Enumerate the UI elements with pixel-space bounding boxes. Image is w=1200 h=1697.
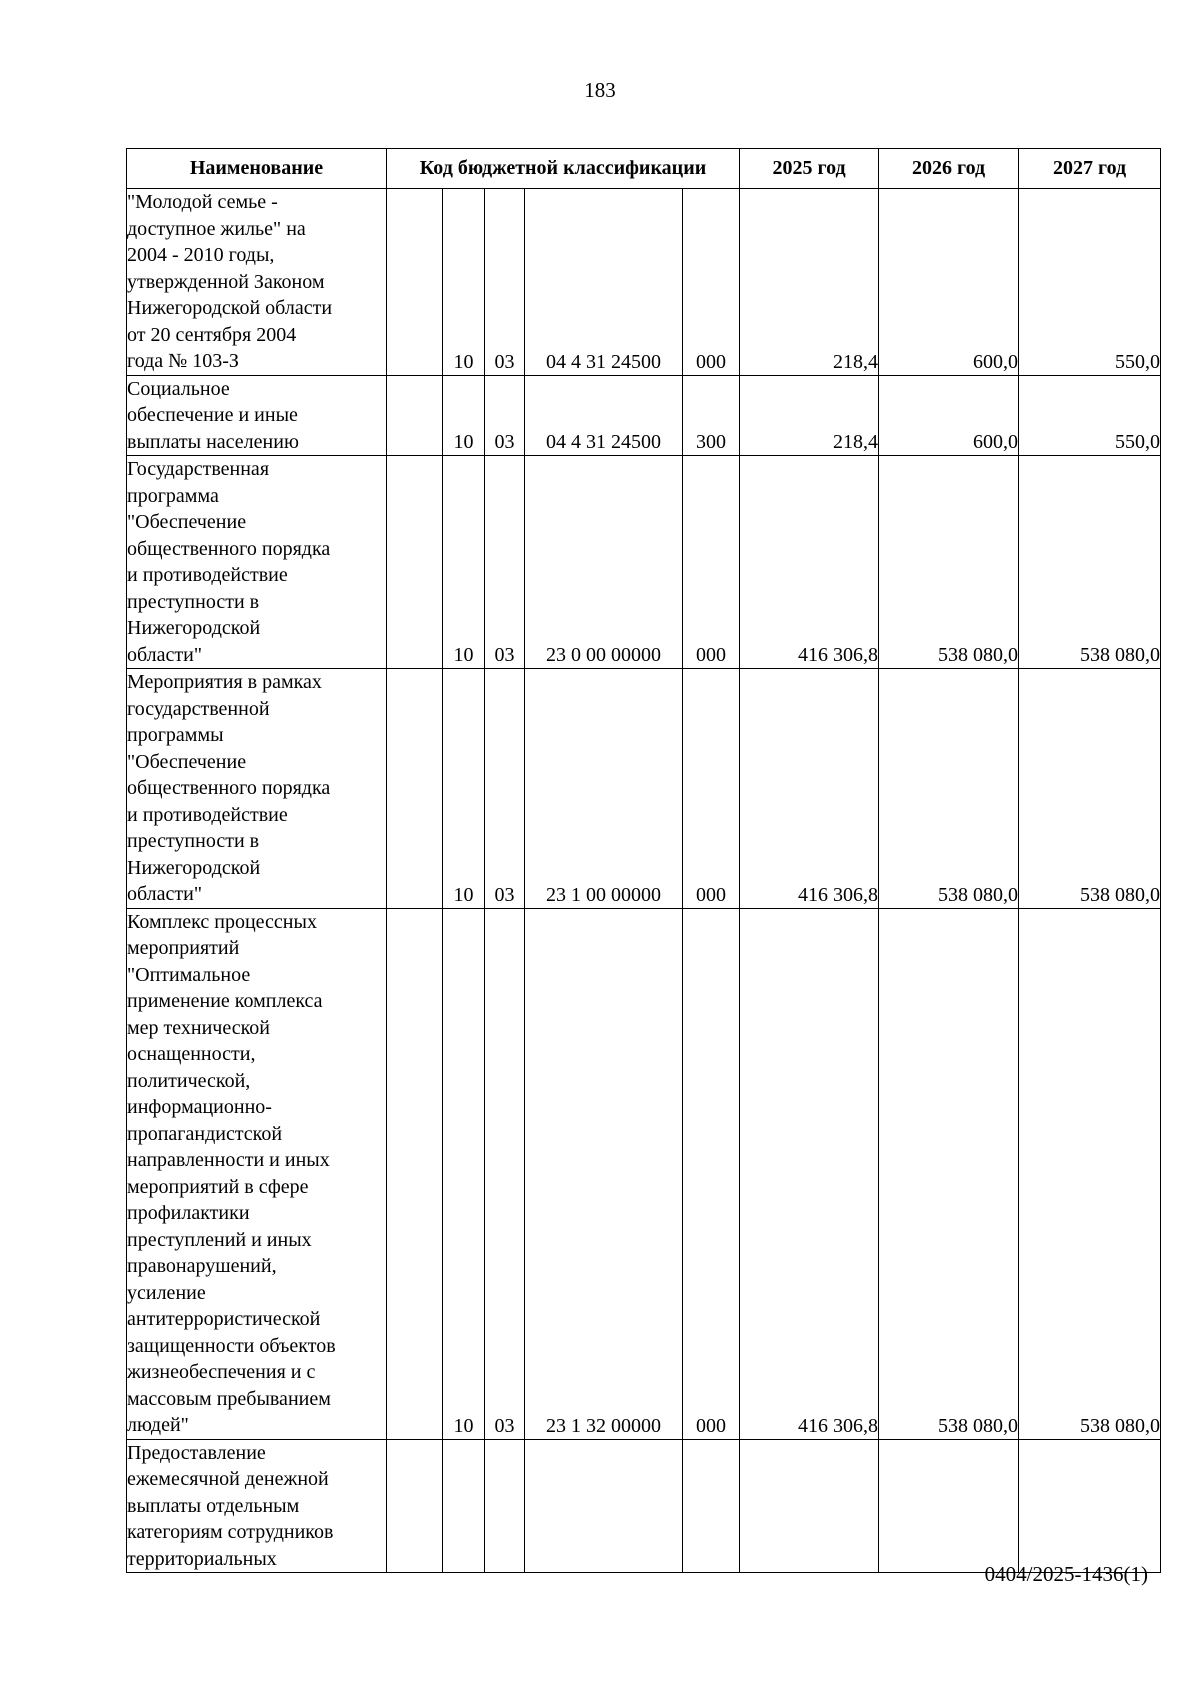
expense-type-code: 000 bbox=[683, 669, 740, 909]
value-2026: 538 080,0 bbox=[879, 669, 1019, 909]
value-2027 bbox=[1019, 1439, 1161, 1573]
page-number: 183 bbox=[584, 78, 616, 102]
target-code: 23 1 00 00000 bbox=[525, 669, 683, 909]
value-2027: 538 080,0 bbox=[1019, 908, 1161, 1439]
header-2025: 2025 год bbox=[740, 149, 879, 189]
expense-type-code: 000 bbox=[683, 189, 740, 376]
section-code: 10 bbox=[443, 908, 485, 1439]
value-2027: 550,0 bbox=[1019, 375, 1161, 456]
subsection-code: 03 bbox=[485, 908, 525, 1439]
subsection-code: 03 bbox=[485, 456, 525, 669]
row-name: Мероприятия в рамках государственной программы "Обеспечение общественного порядка и противодействие преступности в Нижегородской области" bbox=[127, 669, 387, 909]
section-code: 10 bbox=[443, 189, 485, 376]
value-2025: 416 306,8 bbox=[740, 669, 879, 909]
expense-type-code: 300 bbox=[683, 375, 740, 456]
code-blank-cell bbox=[387, 456, 443, 669]
code-blank-cell bbox=[387, 669, 443, 909]
header-name: Наименование bbox=[127, 149, 387, 189]
value-2025: 218,4 bbox=[740, 375, 879, 456]
subsection-code bbox=[485, 1439, 525, 1573]
value-2025: 416 306,8 bbox=[740, 908, 879, 1439]
section-code: 10 bbox=[443, 375, 485, 456]
subsection-code: 03 bbox=[485, 669, 525, 909]
header-code: Код бюджетной классификации bbox=[387, 149, 740, 189]
value-2026 bbox=[879, 1439, 1019, 1573]
target-code: 04 4 31 24500 bbox=[525, 375, 683, 456]
code-blank-cell bbox=[387, 375, 443, 456]
row-name: Государственная программа "Обеспечение общественного порядка и противодействие преступности в Нижегородской области" bbox=[127, 456, 387, 669]
row-name: "Молодой семье - доступное жилье" на 2004 - 2010 годы, утвержденной Законом Нижегородской области от 20 сентября 2004 года № 103-З bbox=[127, 189, 387, 376]
subsection-code: 03 bbox=[485, 189, 525, 376]
table-row bbox=[127, 1439, 1161, 1573]
value-2026: 538 080,0 bbox=[879, 908, 1019, 1439]
header-row bbox=[127, 149, 1161, 189]
subsection-code: 03 bbox=[485, 375, 525, 456]
header-2026: 2026 год bbox=[879, 149, 1019, 189]
table-row bbox=[127, 669, 1161, 909]
row-name: Предоставление ежемесячной денежной выплаты отдельным категориям сотрудников территориальных bbox=[127, 1439, 387, 1573]
code-blank-cell bbox=[387, 189, 443, 376]
target-code: 23 1 32 00000 bbox=[525, 908, 683, 1439]
section-code: 10 bbox=[443, 669, 485, 909]
row-name: Социальное обеспечение и иные выплаты населению bbox=[127, 375, 387, 456]
code-blank-cell bbox=[387, 1439, 443, 1573]
expense-type-code: 000 bbox=[683, 456, 740, 669]
value-2026: 600,0 bbox=[879, 375, 1019, 456]
document-code: 0404/2025-1436(1) bbox=[984, 1562, 1148, 1586]
section-code bbox=[443, 1439, 485, 1573]
value-2027: 550,0 bbox=[1019, 189, 1161, 376]
expense-type-code: 000 bbox=[683, 908, 740, 1439]
value-2026: 538 080,0 bbox=[879, 456, 1019, 669]
row-name: Комплекс процессных мероприятий "Оптимальное применение комплекса мер технической оснащенности, политической, информационно- пропагандистской направленности и иных мероприятий в сфере профилактики преступлений и иных правонарушений, усиление антитеррористической защищенности объектов жизнеобеспечения и с массовым пребыванием людей" bbox=[127, 908, 387, 1439]
budget-table bbox=[126, 148, 1161, 1573]
target-code bbox=[525, 1439, 683, 1573]
table-row bbox=[127, 908, 1161, 1439]
target-code: 04 4 31 24500 bbox=[525, 189, 683, 376]
value-2025: 416 306,8 bbox=[740, 456, 879, 669]
table-row bbox=[127, 456, 1161, 669]
table-row bbox=[127, 189, 1161, 376]
header-2027: 2027 год bbox=[1019, 149, 1161, 189]
value-2025: 218,4 bbox=[740, 189, 879, 376]
section-code: 10 bbox=[443, 456, 485, 669]
value-2026: 600,0 bbox=[879, 189, 1019, 376]
value-2027: 538 080,0 bbox=[1019, 456, 1161, 669]
value-2027: 538 080,0 bbox=[1019, 669, 1161, 909]
value-2025 bbox=[740, 1439, 879, 1573]
table-row bbox=[127, 375, 1161, 456]
expense-type-code bbox=[683, 1439, 740, 1573]
code-blank-cell bbox=[387, 908, 443, 1439]
target-code: 23 0 00 00000 bbox=[525, 456, 683, 669]
